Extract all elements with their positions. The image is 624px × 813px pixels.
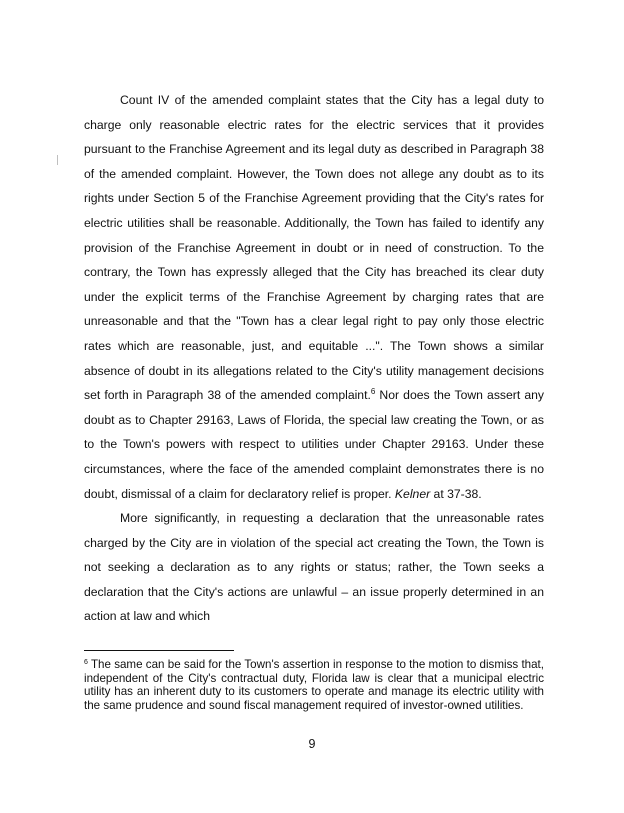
footnote: [84, 658, 544, 712]
paragraph-more-significantly: More significantly, in requesting a declaration that the unreasonable rates charged by the City are in violation of the special act creating the Town, the Town is not seeking a declaration as to any rights or status; rather, the Town seeks a declaration that the City's actions are unlawful – an issue properly determined in an action at law and which: [84, 511, 544, 624]
page-number: 9: [308, 737, 316, 751]
body-text: [84, 88, 544, 629]
paragraph-text: Count IV of the amended complaint states that the City has a legal duty to charge only reasonable electric rates for the electric services that it provides pursuant to the Franchise Agreement and its legal duty as described in Paragraph 38 of the amended complaint. However, the Town does not allege any doubt as to its rights under Section 5 of the Franchise Agreement providing that the City's rates for electric utilities shall be reasonable. Additionally, the Town has failed to identify any provision of the Franchise Agreement in doubt or in need of construction. To the contrary, the Town has expressly alleged that the City has breached its clear duty under the explicit terms of the Franchise Agreement by charging rates that are unreasonable and that the "Town has a clear legal right to pay only those electric rates which are reasonable, just, and equitable ...". The Town shows a similar absence of doubt in its allegations related to the City's utility management decisions set forth in Paragraph 38 of the amended complaint.: [84, 93, 544, 403]
footnote-reference: 6: [370, 387, 376, 397]
paragraph-text: Nor does the Town assert any doubt as to Chapter 29163, Laws of Florida, the special law creating the Town, or as to the Town's powers with respect to utilities under Chapter 29163. Under these circumstances, where the face of the amended complaint demonstrates there is no doubt, dismissal of a claim for declaratory relief is proper.: [84, 388, 544, 501]
margin-mark: [57, 155, 58, 165]
paragraph-text: at 37-38.: [430, 486, 482, 501]
footnote-number: 6: [84, 659, 88, 666]
case-citation: Kelner: [394, 486, 431, 501]
footnote-separator: [84, 650, 234, 651]
paragraph-count-iv: [84, 88, 544, 506]
footnote-text: The same can be said for the Town's assertion in response to the motion to dismiss that, independent of the City's contractual duty, Florida law is clear that a municipal electric utility has an inherent duty to its customers to operate and manage its electric utility with the same prudence and sound fiscal management required of investor-owned utilities.: [84, 658, 544, 712]
